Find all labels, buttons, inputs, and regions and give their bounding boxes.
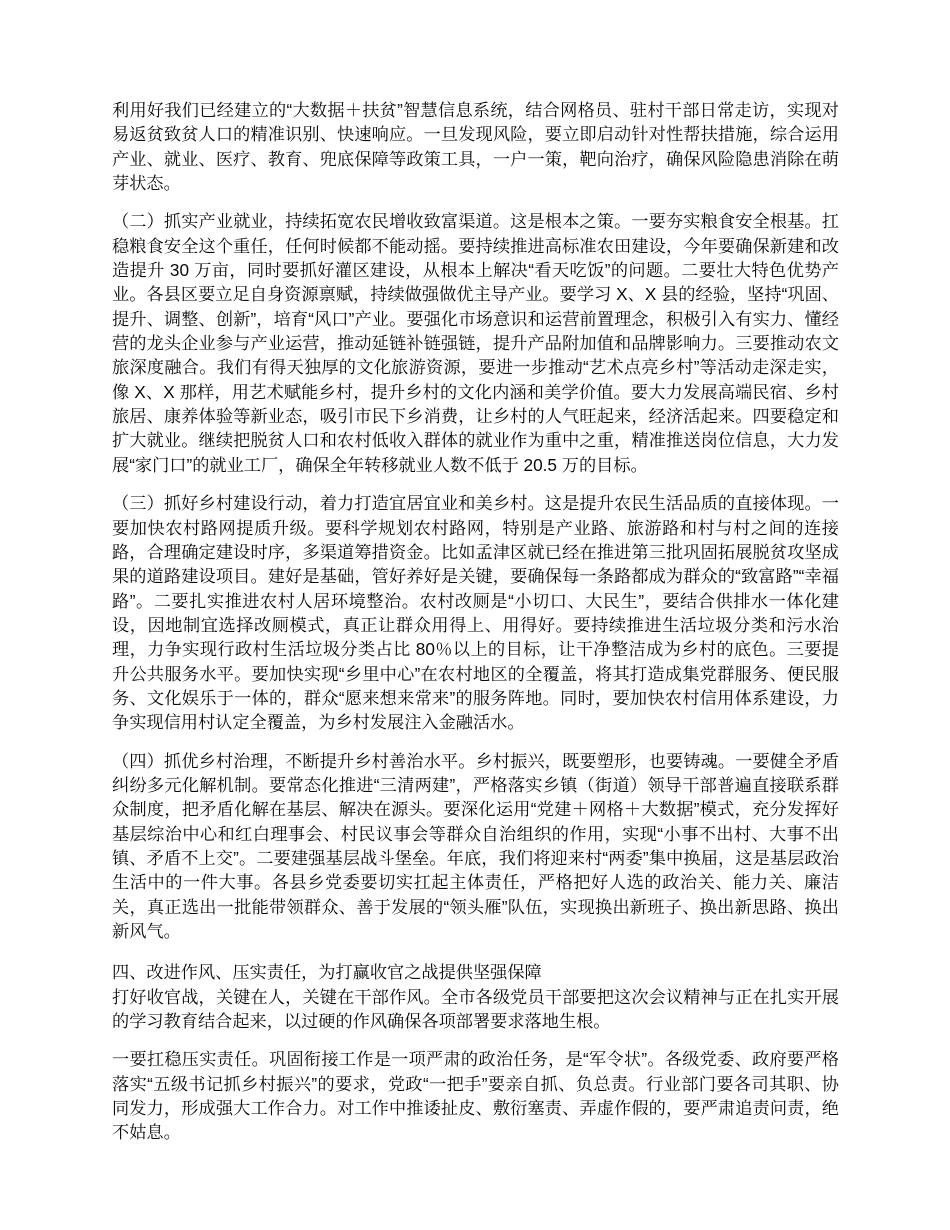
paragraph-section-two-industry-employment: （二）抓实产业就业，持续拓宽农民增收致富渠道。这是根本之策。一要夯实粮食安全根基。扛稳粮食安全这个重任，任何时候都不能动摇。要持续推进高标准农田建设，今年要确保新建和改造提升 30 万亩，同时要抓好灌区建设，从根本上解决“看天吃饭”的问题。二要壮大特色优势产业。各县区要立足自身资源禀赋，持续做强做优主导产业。要学习 X、X 县的经验，坚持“巩固、提升、调整、创新”，培育“风口”产业。要强化市场意识和运营前置理念，积极引入有实力、懂经营的龙头企业参与产业运营，推动延链补链强链，提升产品附加值和品牌影响力。三要推动农文旅深度融合。我们有得天独厚的文化旅游资源，要进一步推动“艺术点亮乡村”等活动走深走实，像 X、X 那样，用艺术赋能乡村，提升乡村的文化内涵和美学价值。要大力发展高端民宿、乡村旅居、康养体验等新业态，吸引市民下乡消费，让乡村的人气旺起来，经济活起来。四要稳定和扩大就业。继续把脱贫人口和农村低收入群体的就业作为重中之重，精准推送岗位信息，大力发展“家门口”的就业工厂，确保全年转移就业人数不低于 20.5 万的目标。 xyxy=(112,211,839,475)
heading-section-four-work-style: 四、改进作风、压实责任，为打赢收官之战提供坚强保障 xyxy=(112,962,542,983)
paragraph-section-three-rural-construction: （三）抓好乡村建设行动，着力打造宜居宜业和美乡村。这是提升农民生活品质的直接体现。一要加快农村路网提质升级。要科学规划农村路网，特别是产业路、旅游路和村与村之间的连接路，合理确定建设时序，多渠道筹措资金。比如孟津区就已经在推进第三批巩固拓展脱贫攻坚成果的道路建设项目。建好是基础，管好养好是关键，要确保每一条路都成为群众的“致富路”“幸福路”。二要扎实推进农村人居环境整治。农村改厕是“小切口、大民生”，要结合供排水一体化建设，因地制宜选择改厕模式，真正让群众用得上、用得好。要持续推进生活垃圾分类和污水治理，力争实现行政村生活垃圾分类占比 80％以上的目标，让干净整洁成为乡村的底色。三要提升公共服务水平。要加快实现“乡里中心”在农村地区的全覆盖，将其打造成集党群服务、便民服务、文化娱乐于一体的，群众“愿来想来常来”的服务阵地。同时，要加快农村信用体系建设，力争实现信用村认定全覆盖，为乡村发展注入金融活水。 xyxy=(112,493,839,733)
paragraph-responsibility-implementation: 一要扛稳压实责任。巩固衔接工作是一项严肃的政治任务，是“军令状”。各级党委、政府要严格落实“五级书记抓乡村振兴”的要求，党政“一把手”要亲自抓、负总责。行业部门要各司其职、协同发力，形成强大工作合力。对工作中推诿扯皮、敷衍塞责、弄虚作假的，要严肃追责问责，绝不姑息。 xyxy=(112,1049,839,1143)
paragraph-winning-final-battle: 打好收官战，关键在人，关键在干部作风。全市各级党员干部要把这次会议精神与正在扎实开展的学习教育结合起来，以过硬的作风确保各项部署要求落地生根。 xyxy=(112,986,839,1032)
document-body xyxy=(112,98,839,1145)
paragraph-continuation-data-system: 利用好我们已经建立的“大数据＋扶贫”智慧信息系统，结合网格员、驻村干部日常走访，实现对易返贫致贫人口的精准识别、快速响应。一旦发现风险，要立即启动针对性帮扶措施，综合运用产业、就业、医疗、教育、兜底保障等政策工具，一户一策，靶向治疗，确保风险隐患消除在萌芽状态。 xyxy=(112,100,839,194)
paragraph-section-four-rural-governance: （四）抓优乡村治理，不断提升乡村善治水平。乡村振兴，既要塑形，也要铸魂。一要健全矛盾纠纷多元化解机制。要常态化推进“三清两建”，严格落实乡镇（街道）领导干部普遍直接联系群众制度，把矛盾化解在基层、解决在源头。要深化运用“党建＋网格＋大数据”模式，充分发挥好基层综治中心和红白理事会、村民议事会等群众自治组织的作用，实现“小事不出村、大事不出镇、矛盾不上交”。二要建强基层战斗堡垒。年底，我们将迎来村“两委”集中换届，这是基层政治生活中的一件大事。各县乡党委要切实扛起主体责任，严格把好人选的政治关、能力关、廉洁关，真正选出一批能带领群众、善于发展的“领头雁”队伍，实现换出新班子、换出新思路、换出新风气。 xyxy=(112,750,839,941)
